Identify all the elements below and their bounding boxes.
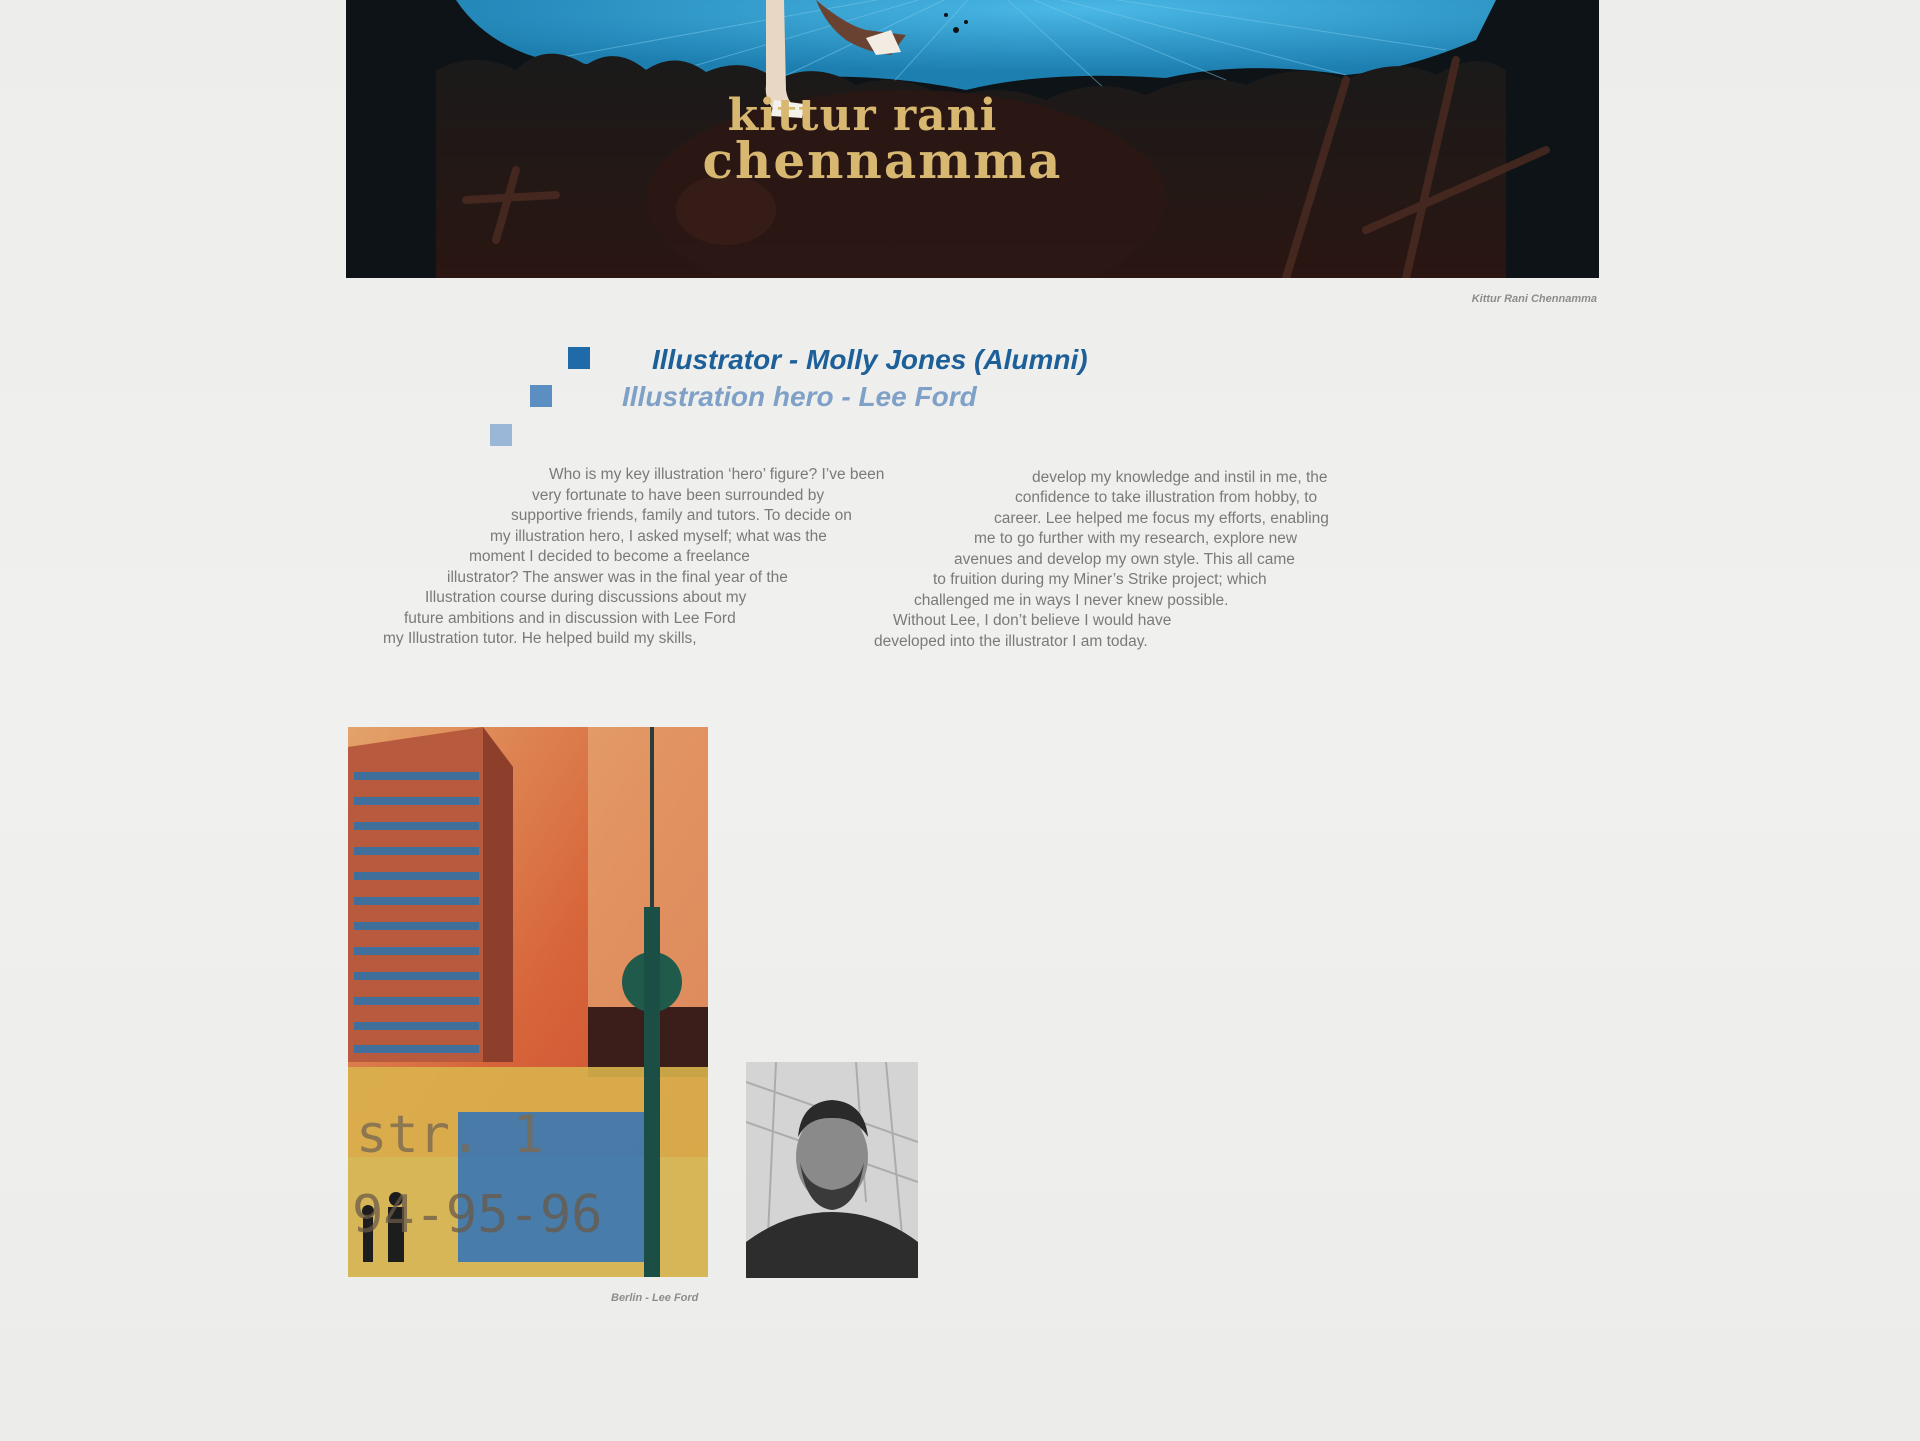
body-left-line-2: very fortunate to have been surrounded by: [532, 487, 825, 504]
portrait-photo: [746, 1062, 918, 1278]
body-right-line-7: challenged me in ways I never knew possible.: [914, 592, 1229, 609]
body-left-line-9: my Illustration tutor. He helped build my skills,: [383, 630, 697, 647]
berlin-collage: [348, 727, 708, 1277]
body-left-line-3: supportive friends, family and tutors. To decide on: [511, 507, 852, 524]
body-left-line-4: my illustration hero, I asked myself; what was the: [490, 528, 827, 545]
poster-caption: Kittur Rani Chennamma: [1471, 293, 1597, 305]
portrait-lee-ford: [746, 1062, 918, 1278]
berlin-overlay-text-2: 94-95-96: [352, 1185, 603, 1245]
heading-illustrator: Illustrator - Molly Jones (Alumni): [652, 344, 1088, 375]
decorative-square-3: [490, 424, 512, 446]
poster-kittur-rani-chennamma: [346, 0, 1599, 278]
body-right-line-1: develop my knowledge and instil in me, the: [1032, 469, 1328, 486]
body-right-line-3: career. Lee helped me focus my efforts, enabling: [994, 510, 1329, 527]
berlin-artwork: [348, 727, 708, 1277]
decorative-square-1: [568, 347, 590, 369]
body-right-line-8: Without Lee, I don’t believe I would have: [893, 612, 1172, 629]
body-left-line-1: Who is my key illustration ‘hero’ figure? I’ve been: [549, 466, 885, 483]
berlin-overlay-text-1: str. 1: [356, 1105, 544, 1165]
poster-title-line-1: kittur rani: [727, 90, 998, 141]
body-right-line-4: me to go further with my research, explore new: [974, 530, 1298, 547]
poster-title-line-2: chennamma: [702, 131, 1063, 190]
body-right-line-5: avenues and develop my own style. This all came: [954, 551, 1295, 568]
body-right-line-9: developed into the illustrator I am today.: [874, 633, 1148, 650]
body-left-line-5: moment I decided to become a freelance: [469, 548, 750, 565]
decorative-square-2: [530, 385, 552, 407]
artwork-caption: Berlin - Lee Ford: [611, 1292, 699, 1304]
body-right-line-6: to fruition during my Miner’s Strike project; which: [933, 571, 1267, 588]
body-left-line-6: illustrator? The answer was in the final year of the: [447, 569, 788, 586]
body-right-line-2: confidence to take illustration from hobby, to: [1015, 489, 1318, 506]
heading-illustration-hero: Illustration hero - Lee Ford: [622, 381, 977, 412]
body-left-line-8: future ambitions and in discussion with Lee Ford: [404, 610, 736, 627]
body-left-line-7: Illustration course during discussions about my: [425, 589, 747, 606]
